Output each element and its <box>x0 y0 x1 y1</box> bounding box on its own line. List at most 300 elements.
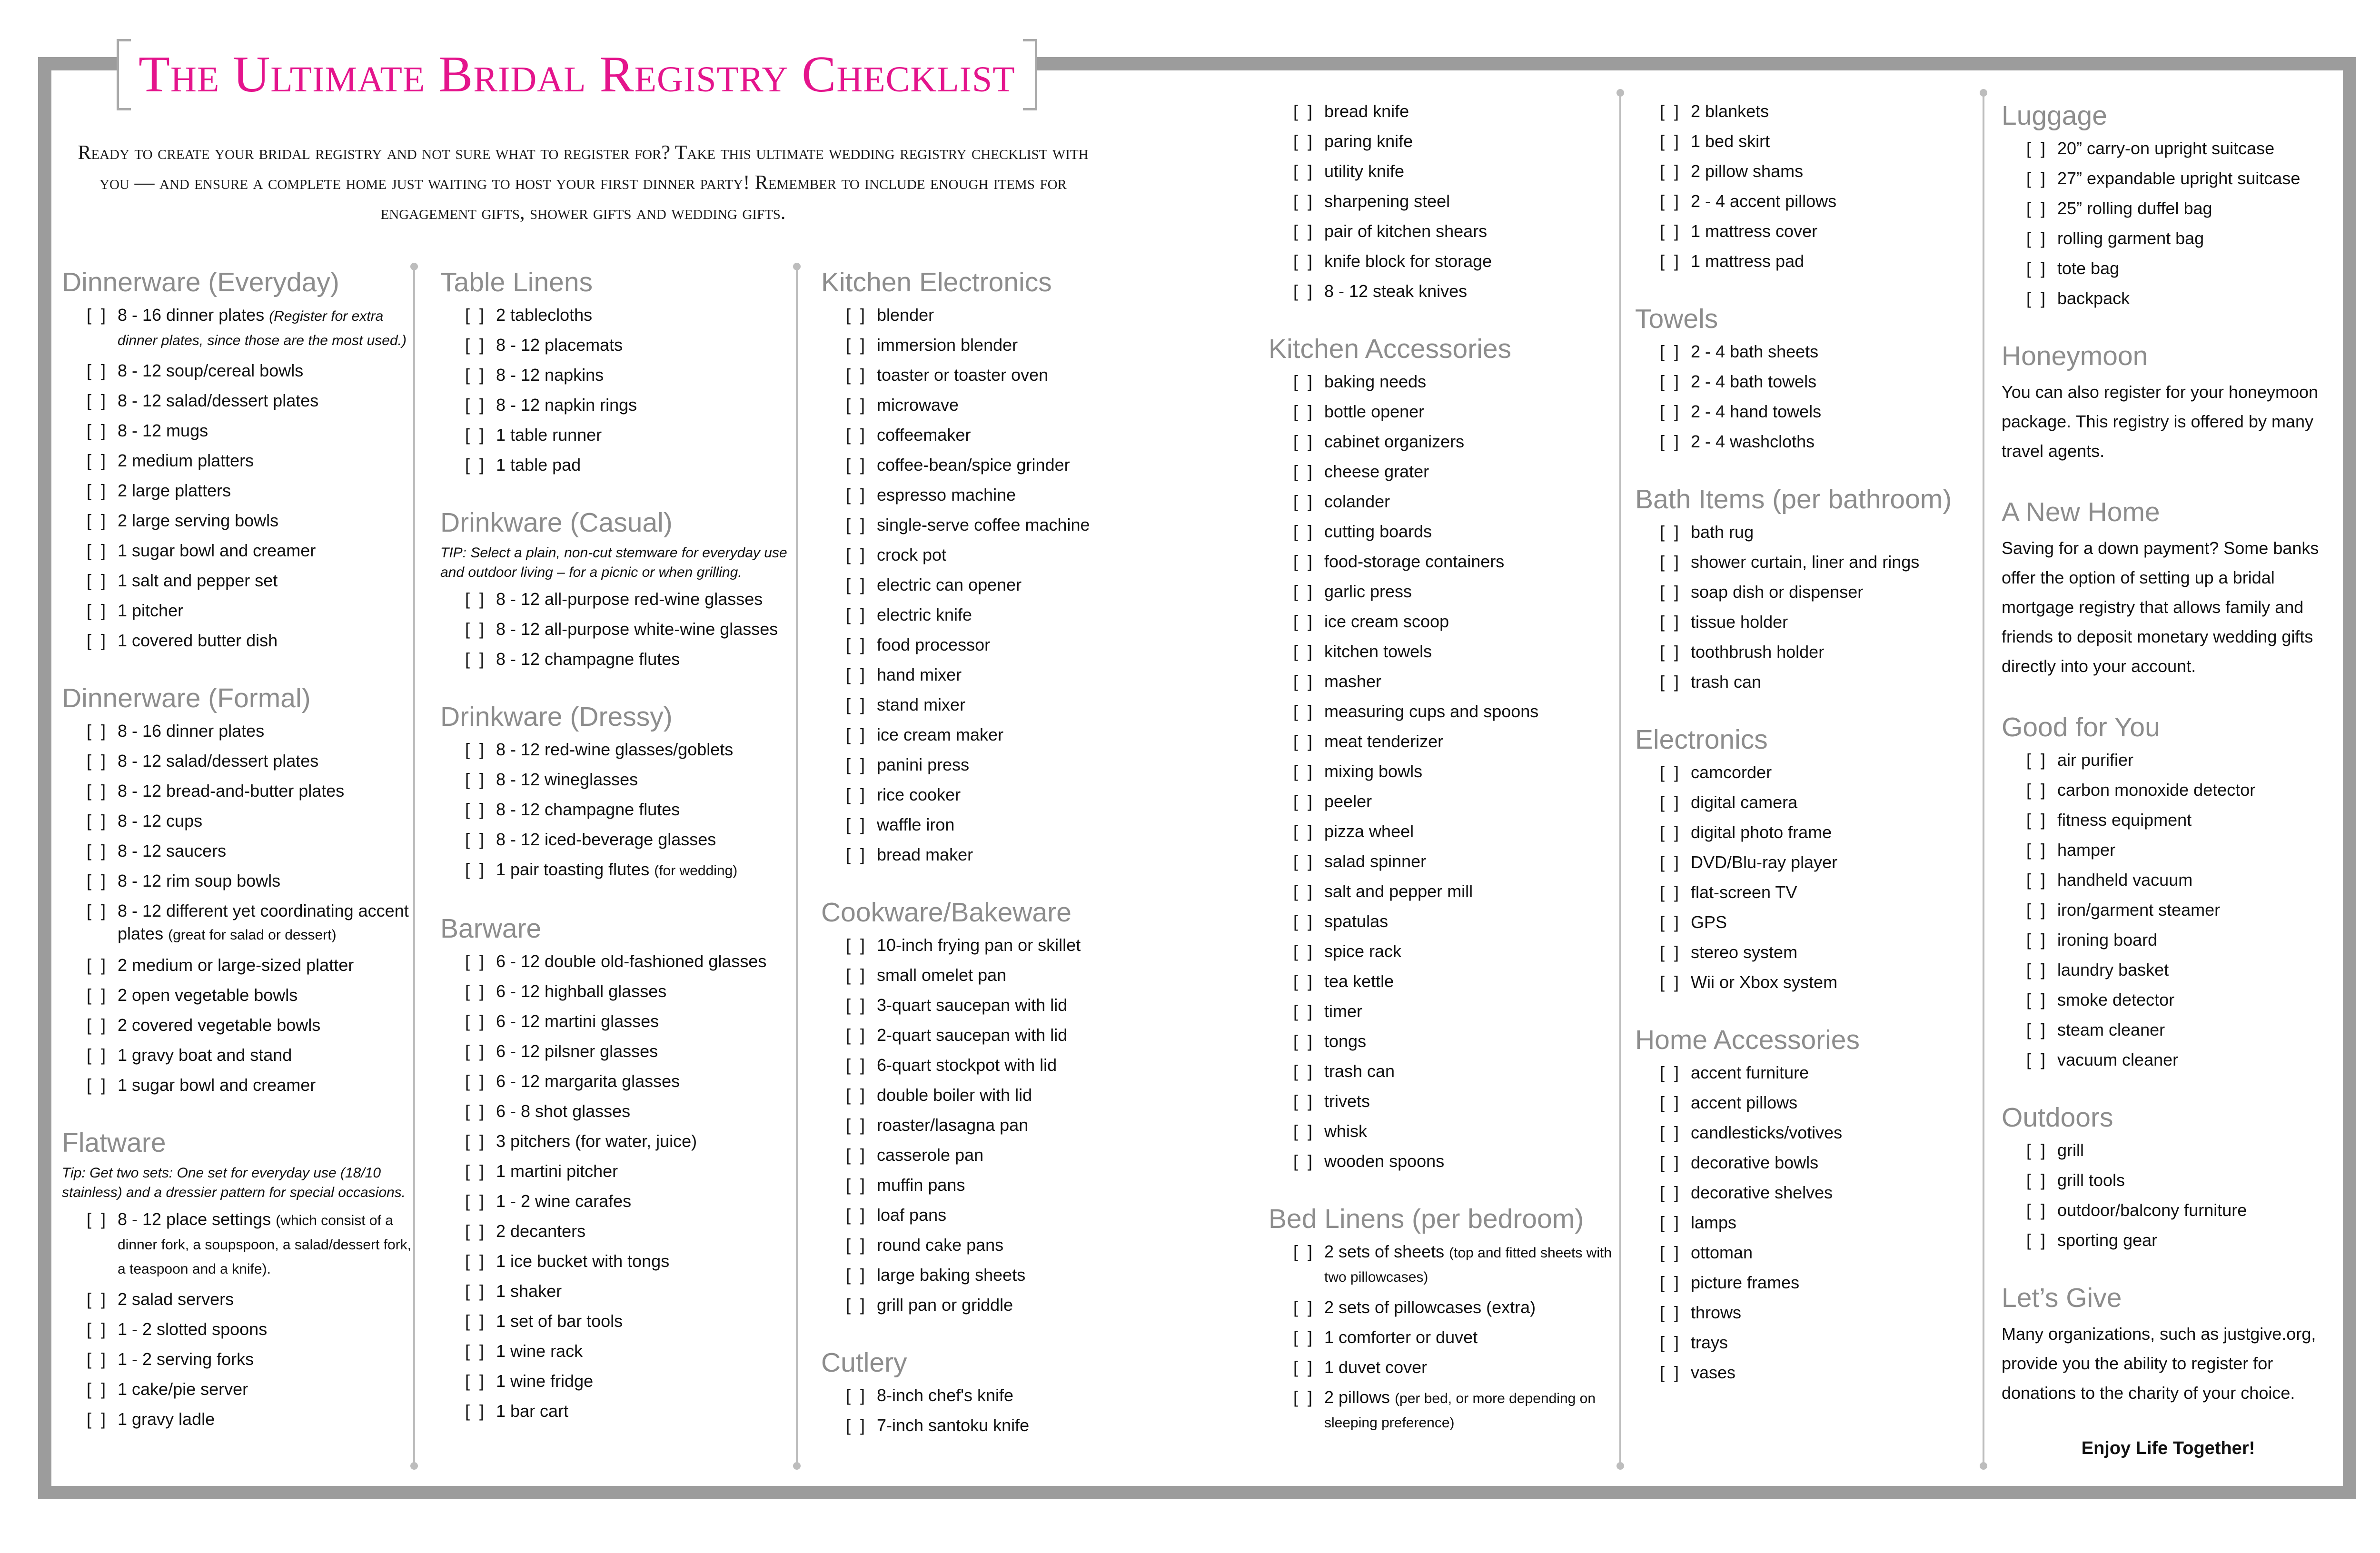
checkbox[interactable]: [ ] <box>846 1385 865 1405</box>
checklist-item <box>821 334 1226 356</box>
item-label: sporting gear <box>2057 1230 2158 1250</box>
checkbox[interactable]: [ ] <box>1660 432 1679 451</box>
item-label: throws <box>1691 1303 1742 1322</box>
checkbox[interactable]: [ ] <box>846 665 865 684</box>
checkbox[interactable]: [ ] <box>846 485 865 504</box>
checkbox[interactable]: [ ] <box>87 601 106 620</box>
checkbox[interactable]: [ ] <box>465 649 485 669</box>
checkbox[interactable]: [ ] <box>1660 1093 1679 1112</box>
checkbox[interactable]: [ ] <box>87 391 106 410</box>
checkbox[interactable]: [ ] <box>2026 960 2046 979</box>
checkbox[interactable]: [ ] <box>1660 522 1679 542</box>
checklist-item <box>1635 1331 1987 1354</box>
checkbox[interactable]: [ ] <box>1660 402 1679 421</box>
checkbox[interactable]: [ ] <box>465 1101 485 1121</box>
checkbox[interactable]: [ ] <box>465 830 485 849</box>
checkbox[interactable]: [ ] <box>465 1071 485 1091</box>
checkbox[interactable]: [ ] <box>1660 131 1679 151</box>
checklist-item <box>440 950 802 973</box>
item-label: espresso machine <box>877 485 1016 504</box>
item-label: air purifier <box>2057 750 2134 770</box>
checkbox[interactable]: [ ] <box>1293 1121 1313 1141</box>
checklist-item <box>62 1288 414 1311</box>
checklist-item <box>821 1084 1226 1107</box>
item-label: wooden spoons <box>1324 1151 1445 1171</box>
checkbox[interactable]: [ ] <box>465 425 485 445</box>
checkbox[interactable]: [ ] <box>2026 1020 2046 1039</box>
item-label: baking needs <box>1324 372 1427 391</box>
item-label: trash can <box>1691 672 1762 692</box>
checkbox[interactable]: [ ] <box>465 1191 485 1211</box>
checkbox[interactable]: [ ] <box>2026 840 2046 860</box>
checkbox[interactable]: [ ] <box>87 541 106 560</box>
checkbox[interactable]: [ ] <box>465 1341 485 1361</box>
checkbox[interactable]: [ ] <box>1660 1273 1679 1292</box>
checkbox[interactable]: [ ] <box>2026 900 2046 920</box>
checkbox[interactable]: [ ] <box>1660 221 1679 241</box>
item-label: 6 - 12 margarita glasses <box>496 1071 680 1091</box>
checkbox[interactable]: [ ] <box>1660 582 1679 602</box>
checkbox[interactable]: [ ] <box>2026 1140 2046 1160</box>
item-label: 1 comforter or duvet <box>1324 1327 1478 1347</box>
checklist-item <box>821 1114 1226 1137</box>
item-label: fitness equipment <box>2057 810 2192 830</box>
section-title: Honeymoon <box>2002 341 2148 371</box>
item-label: 8 - 12 salad/dessert plates <box>118 391 319 410</box>
checkbox[interactable]: [ ] <box>465 860 485 879</box>
section-title: Let’s Give <box>2002 1283 2122 1313</box>
checkbox[interactable]: [ ] <box>465 395 485 415</box>
item-label: 6 - 12 pilsner glasses <box>496 1041 658 1061</box>
item-label: trash can <box>1324 1061 1395 1081</box>
checkbox[interactable]: [ ] <box>2026 198 2046 218</box>
item-label: laundry basket <box>2057 960 2169 979</box>
checkbox[interactable]: [ ] <box>1293 1151 1313 1171</box>
checkbox[interactable]: [ ] <box>465 589 485 609</box>
checkbox[interactable]: [ ] <box>1660 672 1679 692</box>
checkbox[interactable]: [ ] <box>846 965 865 985</box>
checkbox[interactable]: [ ] <box>1293 642 1313 661</box>
checkbox[interactable]: [ ] <box>2026 810 2046 830</box>
checklist-item <box>821 1204 1226 1227</box>
item-label: mixing bowls <box>1324 762 1423 781</box>
item-label: 8 - 12 cups <box>118 811 203 831</box>
item-label: 8 - 12 all-purpose red-wine glasses <box>496 589 763 609</box>
checkbox[interactable]: [ ] <box>1660 1183 1679 1202</box>
checkbox[interactable]: [ ] <box>1660 1303 1679 1322</box>
checkbox[interactable]: [ ] <box>87 751 106 771</box>
checkbox[interactable]: [ ] <box>87 571 106 590</box>
item-label: 25” rolling duffel bag <box>2057 198 2212 218</box>
checkbox[interactable]: [ ] <box>1293 851 1313 871</box>
checkbox[interactable]: [ ] <box>465 619 485 639</box>
checkbox[interactable]: [ ] <box>846 635 865 654</box>
checkbox[interactable]: [ ] <box>465 1041 485 1061</box>
checkbox[interactable]: [ ] <box>1293 941 1313 961</box>
checkbox[interactable]: [ ] <box>1293 101 1313 121</box>
checkbox[interactable]: [ ] <box>1293 911 1313 931</box>
checkbox[interactable]: [ ] <box>87 1045 106 1065</box>
checkbox[interactable]: [ ] <box>1660 552 1679 572</box>
checkbox[interactable]: [ ] <box>1293 612 1313 631</box>
checkbox[interactable]: [ ] <box>1293 552 1313 571</box>
checkbox[interactable]: [ ] <box>87 511 106 530</box>
checkbox[interactable]: [ ] <box>465 800 485 819</box>
checkbox[interactable]: [ ] <box>1660 912 1679 932</box>
checkbox[interactable]: [ ] <box>846 1415 865 1435</box>
checkbox[interactable]: [ ] <box>2026 258 2046 278</box>
checkbox[interactable]: [ ] <box>846 1085 865 1105</box>
item-label: 8 - 12 bread-and-butter plates <box>118 781 345 801</box>
checklist-item <box>440 768 802 791</box>
checkbox[interactable]: [ ] <box>87 481 106 500</box>
item-label: 8 - 12 rim soup bowls <box>118 871 281 890</box>
checkbox[interactable]: [ ] <box>465 455 485 475</box>
checkbox[interactable]: [ ] <box>1293 492 1313 511</box>
item-label: ironing board <box>2057 930 2158 950</box>
checkbox[interactable]: [ ] <box>846 1175 865 1195</box>
checklist-item <box>62 479 414 502</box>
section-title: Outdoors <box>2002 1102 2113 1133</box>
checkbox[interactable]: [ ] <box>1660 372 1679 391</box>
item-label: 8 - 12 all-purpose white-wine glasses <box>496 619 778 639</box>
checkbox[interactable]: [ ] <box>2026 1230 2046 1250</box>
checkbox[interactable]: [ ] <box>1293 221 1313 241</box>
checkbox[interactable]: [ ] <box>1293 1357 1313 1377</box>
checklist-item <box>821 603 1226 626</box>
checkbox[interactable]: [ ] <box>1660 342 1679 361</box>
item-label: sharpening steel <box>1324 191 1450 211</box>
section-title: Towels <box>1635 304 1718 334</box>
checkbox[interactable]: [ ] <box>1293 1091 1313 1111</box>
checkbox[interactable]: [ ] <box>87 305 106 325</box>
item-label: accent pillows <box>1691 1093 1798 1112</box>
checkbox[interactable]: [ ] <box>846 305 865 325</box>
checkbox[interactable]: [ ] <box>1660 1363 1679 1382</box>
checkbox[interactable]: [ ] <box>2026 870 2046 890</box>
checkbox[interactable]: [ ] <box>2026 168 2046 188</box>
checkbox[interactable]: [ ] <box>1660 792 1679 812</box>
checkbox[interactable]: [ ] <box>465 1161 485 1181</box>
checkbox[interactable]: [ ] <box>846 395 865 415</box>
checkbox[interactable]: [ ] <box>846 545 865 564</box>
checkbox[interactable]: [ ] <box>846 1295 865 1315</box>
checkbox[interactable]: [ ] <box>1293 1327 1313 1347</box>
checkbox[interactable]: [ ] <box>465 305 485 325</box>
item-label: round cake pans <box>877 1235 1004 1255</box>
checkbox[interactable]: [ ] <box>1660 1333 1679 1352</box>
checkbox[interactable]: [ ] <box>87 1075 106 1095</box>
checklist-item <box>821 1414 1226 1437</box>
checkbox[interactable]: [ ] <box>1293 161 1313 181</box>
item-label: muffin pans <box>877 1175 965 1195</box>
checkbox[interactable]: [ ] <box>2026 930 2046 950</box>
checkbox[interactable]: [ ] <box>2026 138 2046 158</box>
checkbox[interactable]: [ ] <box>1293 821 1313 841</box>
checklist-item <box>1269 460 1621 483</box>
checkbox[interactable]: [ ] <box>465 951 485 971</box>
checkbox[interactable]: [ ] <box>846 785 865 804</box>
checkbox[interactable]: [ ] <box>1293 1297 1313 1317</box>
checkbox[interactable]: [ ] <box>1293 881 1313 901</box>
checkbox[interactable]: [ ] <box>2026 1200 2046 1220</box>
checkbox[interactable]: [ ] <box>87 421 106 440</box>
checkbox[interactable]: [ ] <box>846 695 865 714</box>
checkbox[interactable]: [ ] <box>2026 750 2046 770</box>
checklist-item <box>440 394 802 416</box>
checklist-item <box>62 1348 414 1371</box>
checkbox[interactable]: [ ] <box>465 335 485 355</box>
checklist-item <box>1635 1181 1987 1204</box>
item-label: 1 shaker <box>496 1281 562 1301</box>
checkbox[interactable]: [ ] <box>87 841 106 861</box>
item-label: small omelet pan <box>877 965 1007 985</box>
checkbox[interactable]: [ ] <box>2026 780 2046 800</box>
checklist-item <box>440 1100 802 1123</box>
item-label: 2 pillow shams <box>1691 161 1804 181</box>
section-drinkware-dressy <box>440 701 802 882</box>
checkbox[interactable]: [ ] <box>846 755 865 774</box>
item-label: 1 - 2 serving forks <box>118 1349 254 1369</box>
checkbox[interactable]: [ ] <box>465 1401 485 1421</box>
checkbox[interactable]: [ ] <box>87 1379 106 1399</box>
checklist-item <box>821 1294 1226 1316</box>
checkbox[interactable]: [ ] <box>2026 990 2046 1009</box>
section-title: A New Home <box>2002 497 2160 527</box>
column-3 <box>821 267 1226 1467</box>
checkbox[interactable]: [ ] <box>846 425 865 445</box>
checkbox[interactable]: [ ] <box>1293 1242 1313 1261</box>
item-label: 1 bed skirt <box>1691 131 1770 151</box>
checkbox[interactable]: [ ] <box>465 1221 485 1241</box>
checkbox[interactable]: [ ] <box>87 811 106 831</box>
checkbox[interactable]: [ ] <box>1293 762 1313 781</box>
item-label: spatulas <box>1324 911 1388 931</box>
checkbox[interactable]: [ ] <box>87 631 106 650</box>
page-title: The Ultimate Bridal Registry Checklist <box>139 46 1015 103</box>
item-label: grill <box>2057 1140 2084 1160</box>
item-label: 8 - 12 salad/dessert plates <box>118 751 319 771</box>
checklist-item <box>2002 257 2335 280</box>
checkbox[interactable]: [ ] <box>1293 1061 1313 1081</box>
item-label: picture frames <box>1691 1273 1800 1292</box>
checkbox[interactable]: [ ] <box>465 1281 485 1301</box>
item-label: 8-inch chef's knife <box>877 1385 1014 1405</box>
checklist-item <box>1635 250 1987 273</box>
checkbox[interactable]: [ ] <box>1293 462 1313 481</box>
item-label: 1 - 2 wine carafes <box>496 1191 632 1211</box>
checkbox[interactable]: [ ] <box>2026 1050 2046 1069</box>
checkbox[interactable]: [ ] <box>87 451 106 470</box>
checklist-item <box>62 720 414 742</box>
item-label: shower curtain, liner and rings <box>1691 552 1920 572</box>
checkbox[interactable]: [ ] <box>1660 1063 1679 1082</box>
checkbox[interactable]: [ ] <box>1660 972 1679 992</box>
checkbox[interactable]: [ ] <box>846 845 865 864</box>
checkbox[interactable]: [ ] <box>846 365 865 385</box>
checkbox[interactable]: [ ] <box>1293 191 1313 211</box>
checkbox[interactable]: [ ] <box>2026 288 2046 308</box>
checkbox[interactable]: [ ] <box>1660 161 1679 181</box>
section-title: Electronics <box>1635 724 1768 755</box>
checkbox[interactable]: [ ] <box>87 1289 106 1309</box>
checkbox[interactable]: [ ] <box>846 935 865 955</box>
checklist-item <box>1269 970 1621 993</box>
section-title: Kitchen Electronics <box>821 267 1052 297</box>
item-label: decorative bowls <box>1691 1153 1819 1172</box>
checkbox[interactable]: [ ] <box>1660 1213 1679 1232</box>
checkbox[interactable]: [ ] <box>1293 522 1313 541</box>
intro-text: Ready to create your bridal registry and not sure what to register for? Take this ultimate wedding registry checklist with you — and ensure a complete home just waiting to host your first dinner party! Remember to include enough items for engagement gifts, shower gifts and wedding gifts. <box>78 142 1089 224</box>
item-label: 1 cake/pie server <box>118 1379 248 1399</box>
checkbox[interactable]: [ ] <box>1293 402 1313 421</box>
checkbox[interactable]: [ ] <box>465 1251 485 1271</box>
checkbox[interactable]: [ ] <box>1293 372 1313 391</box>
checkbox[interactable]: [ ] <box>465 1131 485 1151</box>
checkbox[interactable]: [ ] <box>87 985 106 1005</box>
section-kitchen-accessories <box>1269 333 1621 1173</box>
checkbox[interactable]: [ ] <box>465 365 485 385</box>
checklist-item <box>2002 1229 2335 1252</box>
checklist-item <box>62 449 414 472</box>
checkbox[interactable]: [ ] <box>87 1209 106 1229</box>
checkbox[interactable]: [ ] <box>1660 882 1679 902</box>
checkbox[interactable]: [ ] <box>87 1409 106 1429</box>
checkbox[interactable]: [ ] <box>1293 1031 1313 1051</box>
checkbox[interactable]: [ ] <box>87 955 106 975</box>
checkbox[interactable]: [ ] <box>846 1145 865 1165</box>
checkbox[interactable]: [ ] <box>846 605 865 624</box>
section-title: Table Linens <box>440 267 593 297</box>
checklist-item <box>1269 400 1621 423</box>
checkbox[interactable]: [ ] <box>1293 582 1313 601</box>
item-label: 1 duvet cover <box>1324 1357 1428 1377</box>
checkbox[interactable]: [ ] <box>846 575 865 594</box>
checkbox[interactable]: [ ] <box>1293 732 1313 751</box>
checklist-item <box>62 984 414 1007</box>
checklist-item <box>62 389 414 412</box>
item-label: paring knife <box>1324 131 1413 151</box>
section-title: Good for You <box>2002 712 2160 742</box>
item-label: vases <box>1691 1363 1736 1382</box>
item-label: outdoor/balcony furniture <box>2057 1200 2247 1220</box>
column-2 <box>440 267 802 1453</box>
checklist-item <box>1269 520 1621 543</box>
item-label: tea kettle <box>1324 971 1394 991</box>
item-label: hamper <box>2057 840 2116 860</box>
checkbox[interactable]: [ ] <box>87 1349 106 1369</box>
checkbox[interactable]: [ ] <box>1293 971 1313 991</box>
checkbox[interactable]: [ ] <box>846 815 865 834</box>
checklist-item <box>1269 1120 1621 1143</box>
item-label: coffee-bean/spice grinder <box>877 455 1070 475</box>
checklist-item <box>2002 197 2335 220</box>
checklist-item <box>821 394 1226 416</box>
checkbox[interactable]: [ ] <box>846 725 865 744</box>
column-4 <box>1269 100 1621 1465</box>
checklist-item <box>440 738 802 761</box>
item-label: 1 - 2 slotted spoons <box>118 1319 268 1339</box>
checkbox[interactable]: [ ] <box>1660 1153 1679 1172</box>
checkbox[interactable]: [ ] <box>465 740 485 759</box>
checkbox[interactable]: [ ] <box>1293 702 1313 721</box>
checkbox[interactable]: [ ] <box>465 1011 485 1031</box>
checkbox[interactable]: [ ] <box>1660 612 1679 632</box>
checklist-item <box>440 334 802 356</box>
checkbox[interactable]: [ ] <box>87 1015 106 1035</box>
checkbox[interactable]: [ ] <box>1293 251 1313 271</box>
checkbox[interactable]: [ ] <box>846 1055 865 1075</box>
checkbox[interactable]: [ ] <box>465 981 485 1001</box>
checklist-item <box>440 798 802 821</box>
checkbox[interactable]: [ ] <box>1293 1001 1313 1021</box>
checkbox[interactable]: [ ] <box>846 995 865 1015</box>
item-label: 8 - 12 steak knives <box>1324 281 1468 301</box>
checklist-item <box>62 1318 414 1341</box>
checkbox[interactable]: [ ] <box>1660 852 1679 872</box>
checklist-item <box>2002 809 2335 831</box>
item-label: cheese grater <box>1324 462 1429 481</box>
checkbox[interactable]: [ ] <box>1660 251 1679 271</box>
checkbox[interactable]: [ ] <box>1293 281 1313 301</box>
checkbox[interactable]: [ ] <box>87 361 106 380</box>
checkbox[interactable]: [ ] <box>1660 1243 1679 1262</box>
item-label: 1 wine fridge <box>496 1371 594 1391</box>
checkbox[interactable]: [ ] <box>846 1235 865 1255</box>
checkbox[interactable]: [ ] <box>87 781 106 801</box>
checkbox[interactable]: [ ] <box>1293 432 1313 451</box>
checkbox[interactable]: [ ] <box>87 871 106 890</box>
checkbox[interactable]: [ ] <box>1660 822 1679 842</box>
checklist-item <box>1269 850 1621 873</box>
checkbox[interactable]: [ ] <box>846 1265 865 1285</box>
checkbox[interactable]: [ ] <box>87 721 106 741</box>
checkbox[interactable]: [ ] <box>1293 1387 1313 1407</box>
section-title: Home Accessories <box>1635 1025 1860 1055</box>
checkbox[interactable]: [ ] <box>846 335 865 355</box>
item-label: tongs <box>1324 1031 1367 1051</box>
checklist-item <box>62 840 414 862</box>
checkbox[interactable]: [ ] <box>465 770 485 789</box>
checkbox[interactable]: [ ] <box>1293 131 1313 151</box>
checkbox[interactable]: [ ] <box>2026 228 2046 248</box>
checklist-item <box>1269 610 1621 633</box>
checkbox[interactable]: [ ] <box>1660 642 1679 662</box>
checkbox[interactable]: [ ] <box>1660 1123 1679 1142</box>
checkbox[interactable]: [ ] <box>846 455 865 475</box>
checkbox[interactable]: [ ] <box>465 1311 485 1331</box>
checkbox[interactable]: [ ] <box>846 1115 865 1135</box>
checkbox[interactable]: [ ] <box>846 515 865 534</box>
checkbox[interactable]: [ ] <box>1293 791 1313 811</box>
item-label: candlesticks/votives <box>1691 1123 1843 1142</box>
checkbox[interactable]: [ ] <box>846 1205 865 1225</box>
section-title: Bed Linens (per bedroom) <box>1269 1204 1584 1234</box>
checkbox[interactable]: [ ] <box>87 901 106 920</box>
checkbox[interactable]: [ ] <box>465 1371 485 1391</box>
checklist-item <box>2002 1169 2335 1192</box>
checkbox[interactable]: [ ] <box>2026 1170 2046 1190</box>
checkbox[interactable]: [ ] <box>1293 672 1313 691</box>
checkbox[interactable]: [ ] <box>1660 762 1679 782</box>
checklist-item <box>1635 1151 1987 1174</box>
section-table-linens <box>440 267 802 476</box>
checkbox[interactable]: [ ] <box>1660 101 1679 121</box>
checkbox[interactable]: [ ] <box>1660 942 1679 962</box>
checkbox[interactable]: [ ] <box>87 1319 106 1339</box>
checkbox[interactable]: [ ] <box>846 1025 865 1045</box>
checkbox[interactable]: [ ] <box>1660 191 1679 211</box>
